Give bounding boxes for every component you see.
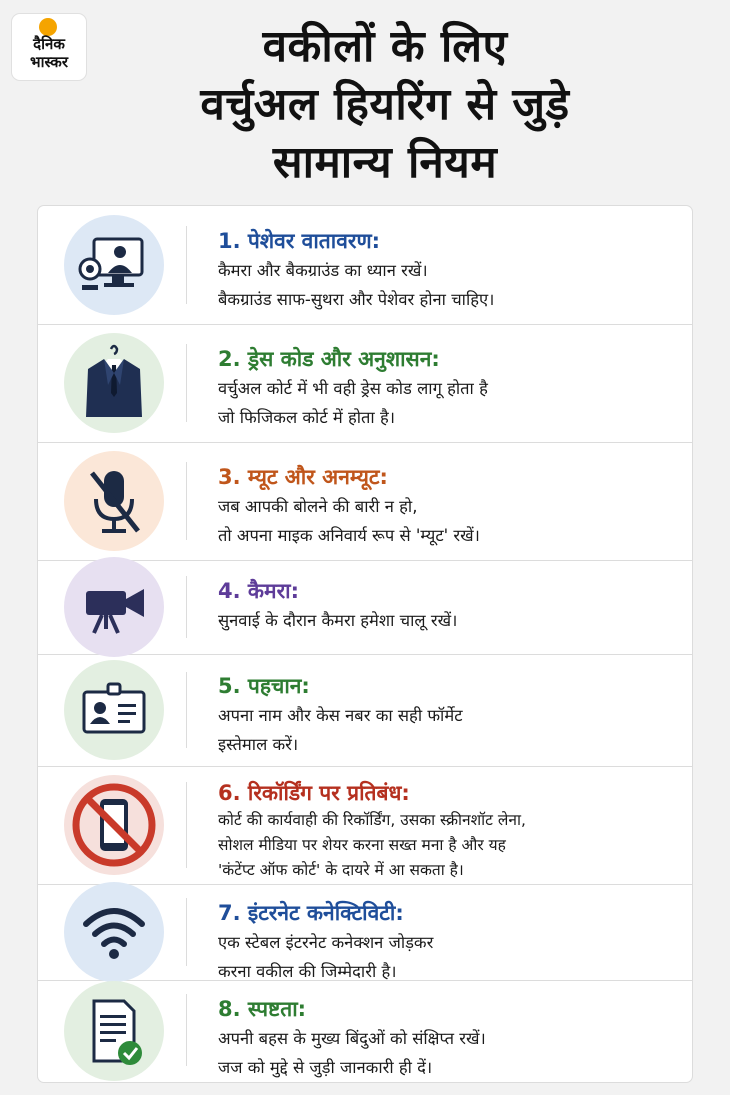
- rule-body-line: करना वकील की जिम्मेदारी है।: [218, 962, 397, 981]
- webcam-monitor-icon: [64, 215, 164, 315]
- rule-body-line: एक स्टेबल इंटरनेट कनेक्शन जोड़कर: [218, 933, 434, 952]
- rules-card: [38, 206, 692, 1082]
- no-phone-icon: [64, 775, 164, 875]
- rule-heading: 5. पहचान:: [218, 674, 310, 698]
- rule-body-line: सोशल मीडिया पर शेयर करना सख्त मना है और यह: [218, 836, 506, 854]
- rule-row-5: [38, 654, 692, 767]
- rule-body-line: अपनी बहस के मुख्य बिंदुओं को संक्षिप्त रखें।: [218, 1029, 486, 1048]
- wifi-icon: [64, 882, 164, 982]
- rule-row-4: [38, 560, 692, 655]
- rule-body-line: इस्तेमाल करें।: [218, 735, 299, 754]
- rule-row-3: [38, 442, 692, 561]
- mic-muted-icon: [64, 451, 164, 551]
- rule-heading: 6. रिकॉर्डिंग पर प्रतिबंध:: [218, 781, 410, 805]
- rule-heading: 3. म्यूट और अनम्यूट:: [218, 465, 388, 489]
- rule-body-line: बैकग्राउंड साफ-सुथरा और पेशेवर होना चाहिए।: [218, 290, 495, 309]
- rule-text-3: [218, 462, 678, 550]
- suit-icon: [64, 333, 164, 433]
- rule-row-8: [38, 980, 692, 1082]
- rule-row-2: [38, 324, 692, 443]
- rule-heading: 8. स्पष्टता:: [218, 997, 307, 1021]
- rule-heading: 1. पेशेवर वातावरण:: [218, 229, 381, 253]
- title-line-2: वर्चुअल हियरिंग से जुड़े: [200, 79, 570, 130]
- title-line-1: वकीलों के लिए: [262, 21, 508, 72]
- id-card-icon: [64, 660, 164, 760]
- dainik-bhaskar-logo: [12, 14, 86, 80]
- rule-body-line: सुनवाई के दौरान कैमरा हमेशा चालू रखें।: [218, 611, 458, 630]
- rule-row-7: [38, 884, 692, 981]
- rule-heading: 4. कैमरा:: [218, 579, 300, 603]
- rule-row-6: [38, 766, 692, 885]
- rule-heading: 7. इंटरनेट कनेक्टिविटी:: [218, 901, 404, 925]
- rule-text-4: [218, 576, 678, 635]
- title-line-3: सामान्य नियम: [272, 137, 498, 188]
- rule-row-1: [38, 206, 692, 325]
- rule-text-5: [218, 671, 678, 759]
- logo-line-2: भास्कर: [30, 53, 68, 71]
- rule-body-line: जो फिजिकल कोर्ट में होता है।: [218, 408, 395, 427]
- rule-text-1: [218, 226, 678, 314]
- document-check-icon: [64, 981, 164, 1081]
- rule-body-line: जज को मुद्दे से जुड़ी जानकारी ही दें।: [218, 1058, 433, 1077]
- page-title: [90, 18, 680, 192]
- rule-body-line: अपना नाम और केस नबर का सही फॉर्मेट: [218, 706, 463, 725]
- rule-body-line: 'कंटेंप्ट ऑफ कोर्ट' के दायरे में आ सकता है।: [218, 861, 464, 879]
- rule-body-line: जब आपकी बोलने की बारी न हो,: [218, 497, 418, 516]
- rule-heading: 2. ड्रेस कोड और अनुशासन:: [218, 347, 440, 371]
- rule-text-8: [218, 994, 678, 1082]
- rule-body-line: कैमरा और बैकग्राउंड का ध्यान रखें।: [218, 261, 428, 280]
- rule-body-line: तो अपना माइक अनिवार्य रूप से 'म्यूट' रखें।: [218, 526, 480, 545]
- rule-text-6: [218, 778, 678, 883]
- rule-text-2: [218, 344, 678, 432]
- logo-line-1: दैनिक: [33, 35, 65, 53]
- rule-text-7: [218, 898, 678, 986]
- rule-body-line: वर्चुअल कोर्ट में भी वही ड्रेस कोड लागू होता है: [218, 379, 488, 398]
- sun-icon: [39, 18, 57, 36]
- video-camera-icon: [64, 557, 164, 657]
- rule-body-line: कोर्ट की कार्यवाही की रिकॉर्डिंग, उसका स्क्रीनशॉट लेना,: [218, 811, 526, 829]
